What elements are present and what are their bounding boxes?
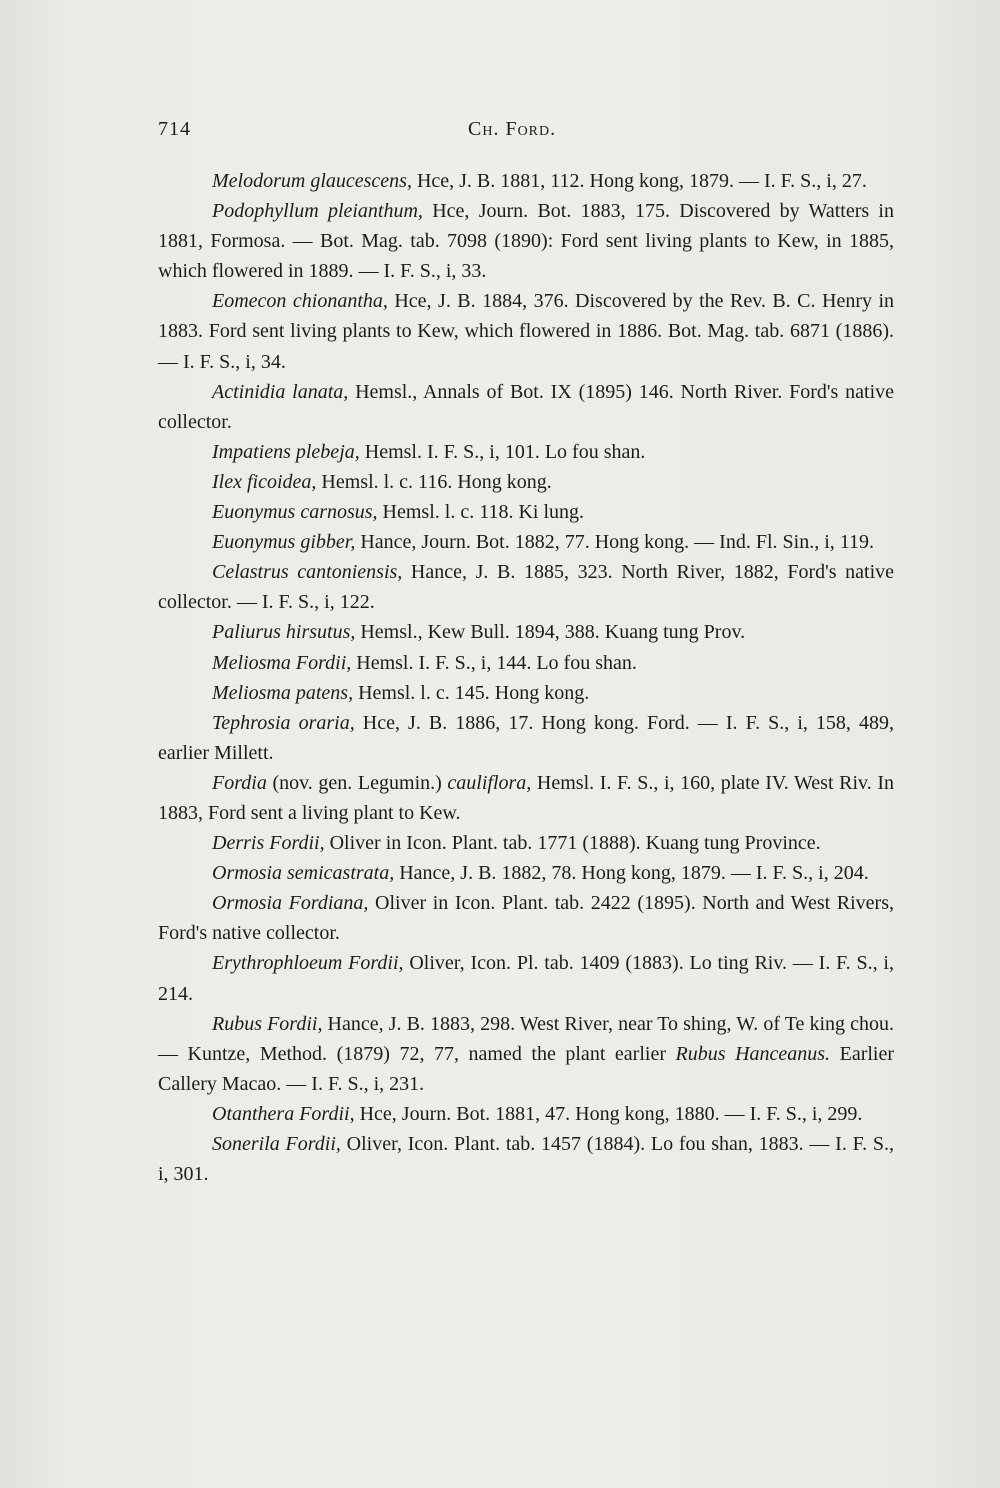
- species-name: Ormosia semicastrata,: [212, 862, 395, 885]
- entry-text: Hemsl., Annals of Bot. IX (1895) 146. North River. Ford's native collector.: [158, 380, 894, 433]
- entry-text: Hce, Journ. Bot. 1881, 47. Hong kong, 1880. — I. F. S., i, 299.: [354, 1102, 863, 1125]
- entry-text: Hemsl. l. c. 116. Hong kong.: [316, 470, 552, 493]
- species-name: Meliosma Fordii,: [212, 651, 352, 674]
- entry: [158, 888, 894, 948]
- species-name: Euonymus carnosus,: [212, 501, 378, 524]
- entry-text: (nov. gen. Legumin.): [266, 771, 448, 794]
- entry-text: Hance, J. B. 1883, 298. West River, near To shing, W. of Te king chou. — Kuntze, Method. (1879) 72, 77, named the plant earlier: [158, 1012, 894, 1065]
- species-name: Sonerila Fordii,: [212, 1133, 341, 1155]
- entry: [158, 948, 894, 1008]
- entry: [158, 286, 894, 376]
- entry-text: Hance, Journ. Bot. 1882, 77. Hong kong. — Ind. Fl. Sin., i, 119.: [355, 531, 875, 554]
- species-name: Derris Fordii,: [212, 832, 325, 855]
- species-name: Eomecon chionantha,: [212, 290, 388, 313]
- entry-text: Hce, Journ. Bot. 1883, 175. Discovered by Watters in 1881, Formosa. — Bot. Mag. tab. 7098 (1890): Ford sent living plants to Kew, in 1885, which flowered in 1889. — I. F. S., i, 33.: [158, 200, 894, 283]
- species-name: Paliurus hirsutus,: [212, 621, 356, 644]
- species-name: Otanthera Fordii,: [212, 1102, 355, 1125]
- entry-text: Hemsl. l. c. 118. Ki lung.: [377, 501, 585, 524]
- running-head: [158, 118, 894, 148]
- entry: [158, 617, 894, 647]
- species-name: Meliosma patens,: [212, 681, 354, 704]
- species-name: Ilex ficoidea,: [212, 470, 317, 493]
- entry: [158, 557, 894, 617]
- entry: [158, 1009, 894, 1099]
- entry: [158, 437, 894, 467]
- entry-text: Oliver, Icon. Plant. tab. 1457 (1884). Lo fou shan, 1883. — I. F. S., i, 301.: [158, 1133, 894, 1186]
- species-name: Euonymus gibber,: [212, 531, 356, 554]
- entry: [158, 648, 894, 678]
- species-synonym: Rubus Hanceanus.: [675, 1042, 831, 1065]
- entry-text: Hemsl., Kew Bull. 1894, 388. Kuang tung Prov.: [355, 621, 746, 644]
- entry: [158, 1099, 894, 1129]
- species-name: Rubus Fordii,: [212, 1012, 323, 1035]
- entry-text: Hance, J. B. 1882, 78. Hong kong, 1879. — I. F. S., i, 204.: [394, 862, 869, 885]
- header-title: Ch. Ford.: [468, 118, 557, 140]
- species-name: Tephrosia oraria,: [212, 711, 355, 734]
- entry: [158, 858, 894, 888]
- species-name: Ormosia Fordiana,: [212, 892, 369, 915]
- entry: [158, 828, 894, 858]
- entry-text: Hce, J. B. 1886, 17. Hong kong. Ford. — I. F. S., i, 158, 489, earlier Millett.: [158, 711, 894, 764]
- entry: [158, 196, 894, 286]
- entry-text: Hemsl. I. F. S., i, 101. Lo fou shan.: [359, 440, 646, 463]
- entry-text: Hance, J. B. 1885, 323. North River, 1882, Ford's native collector. — I. F. S., i, 122.: [158, 561, 895, 614]
- species-epithet: cauliflora,: [447, 771, 532, 794]
- entry-text: Hce, J. B. 1884, 376. Discovered by the Rev. B. C. Henry in 1883. Ford sent living plants to Kew, which flowered in 1886. Bot. Mag. tab. 6871 (1886). — I. F. S., i, 34.: [158, 290, 895, 373]
- entry-text: Oliver, Icon. Pl. tab. 1409 (1883). Lo ting Riv. — I. F. S., i, 214.: [158, 952, 894, 1005]
- entry: [158, 467, 894, 497]
- entry: [158, 377, 894, 437]
- entry: [158, 768, 894, 828]
- species-name: Fordia: [212, 771, 267, 794]
- entry-text: Earlier Callery Macao. — I. F. S., i, 231.: [158, 1042, 895, 1095]
- entry: [158, 166, 894, 196]
- species-name: Celastrus cantoniensis,: [212, 561, 403, 584]
- entry-text: Hemsl. I. F. S., i, 144. Lo fou shan.: [351, 651, 637, 674]
- entry: [158, 527, 894, 557]
- entry: [158, 1129, 894, 1189]
- entry-text: Hemsl. I. F. S., i, 160, plate IV. West Riv. In 1883, Ford sent a living plant to Kew.: [158, 771, 895, 824]
- species-name: Melodorum glaucescens,: [212, 170, 412, 192]
- entry-text: Oliver in Icon. Plant. tab. 2422 (1895). North and West Rivers, Ford's native collector.: [158, 892, 894, 945]
- entry-text: Hemsl. l. c. 145. Hong kong.: [353, 681, 590, 704]
- species-name: Erythrophloeum Fordii,: [212, 952, 404, 975]
- entry-text: Oliver in Icon. Plant. tab. 1771 (1888). Kuang tung Province.: [324, 832, 821, 855]
- entry-text: Hce, J. B. 1881, 112. Hong kong, 1879. — I. F. S., i, 27.: [411, 170, 867, 192]
- entry-list: [158, 166, 894, 1189]
- entry: [158, 678, 894, 708]
- species-name: Impatiens plebeja,: [212, 440, 360, 463]
- entry: [158, 708, 894, 768]
- species-name: Actinidia lanata,: [212, 380, 349, 403]
- page-number: 714: [158, 118, 191, 140]
- entry: [158, 497, 894, 527]
- species-name: Podophyllum pleianthum,: [212, 200, 423, 223]
